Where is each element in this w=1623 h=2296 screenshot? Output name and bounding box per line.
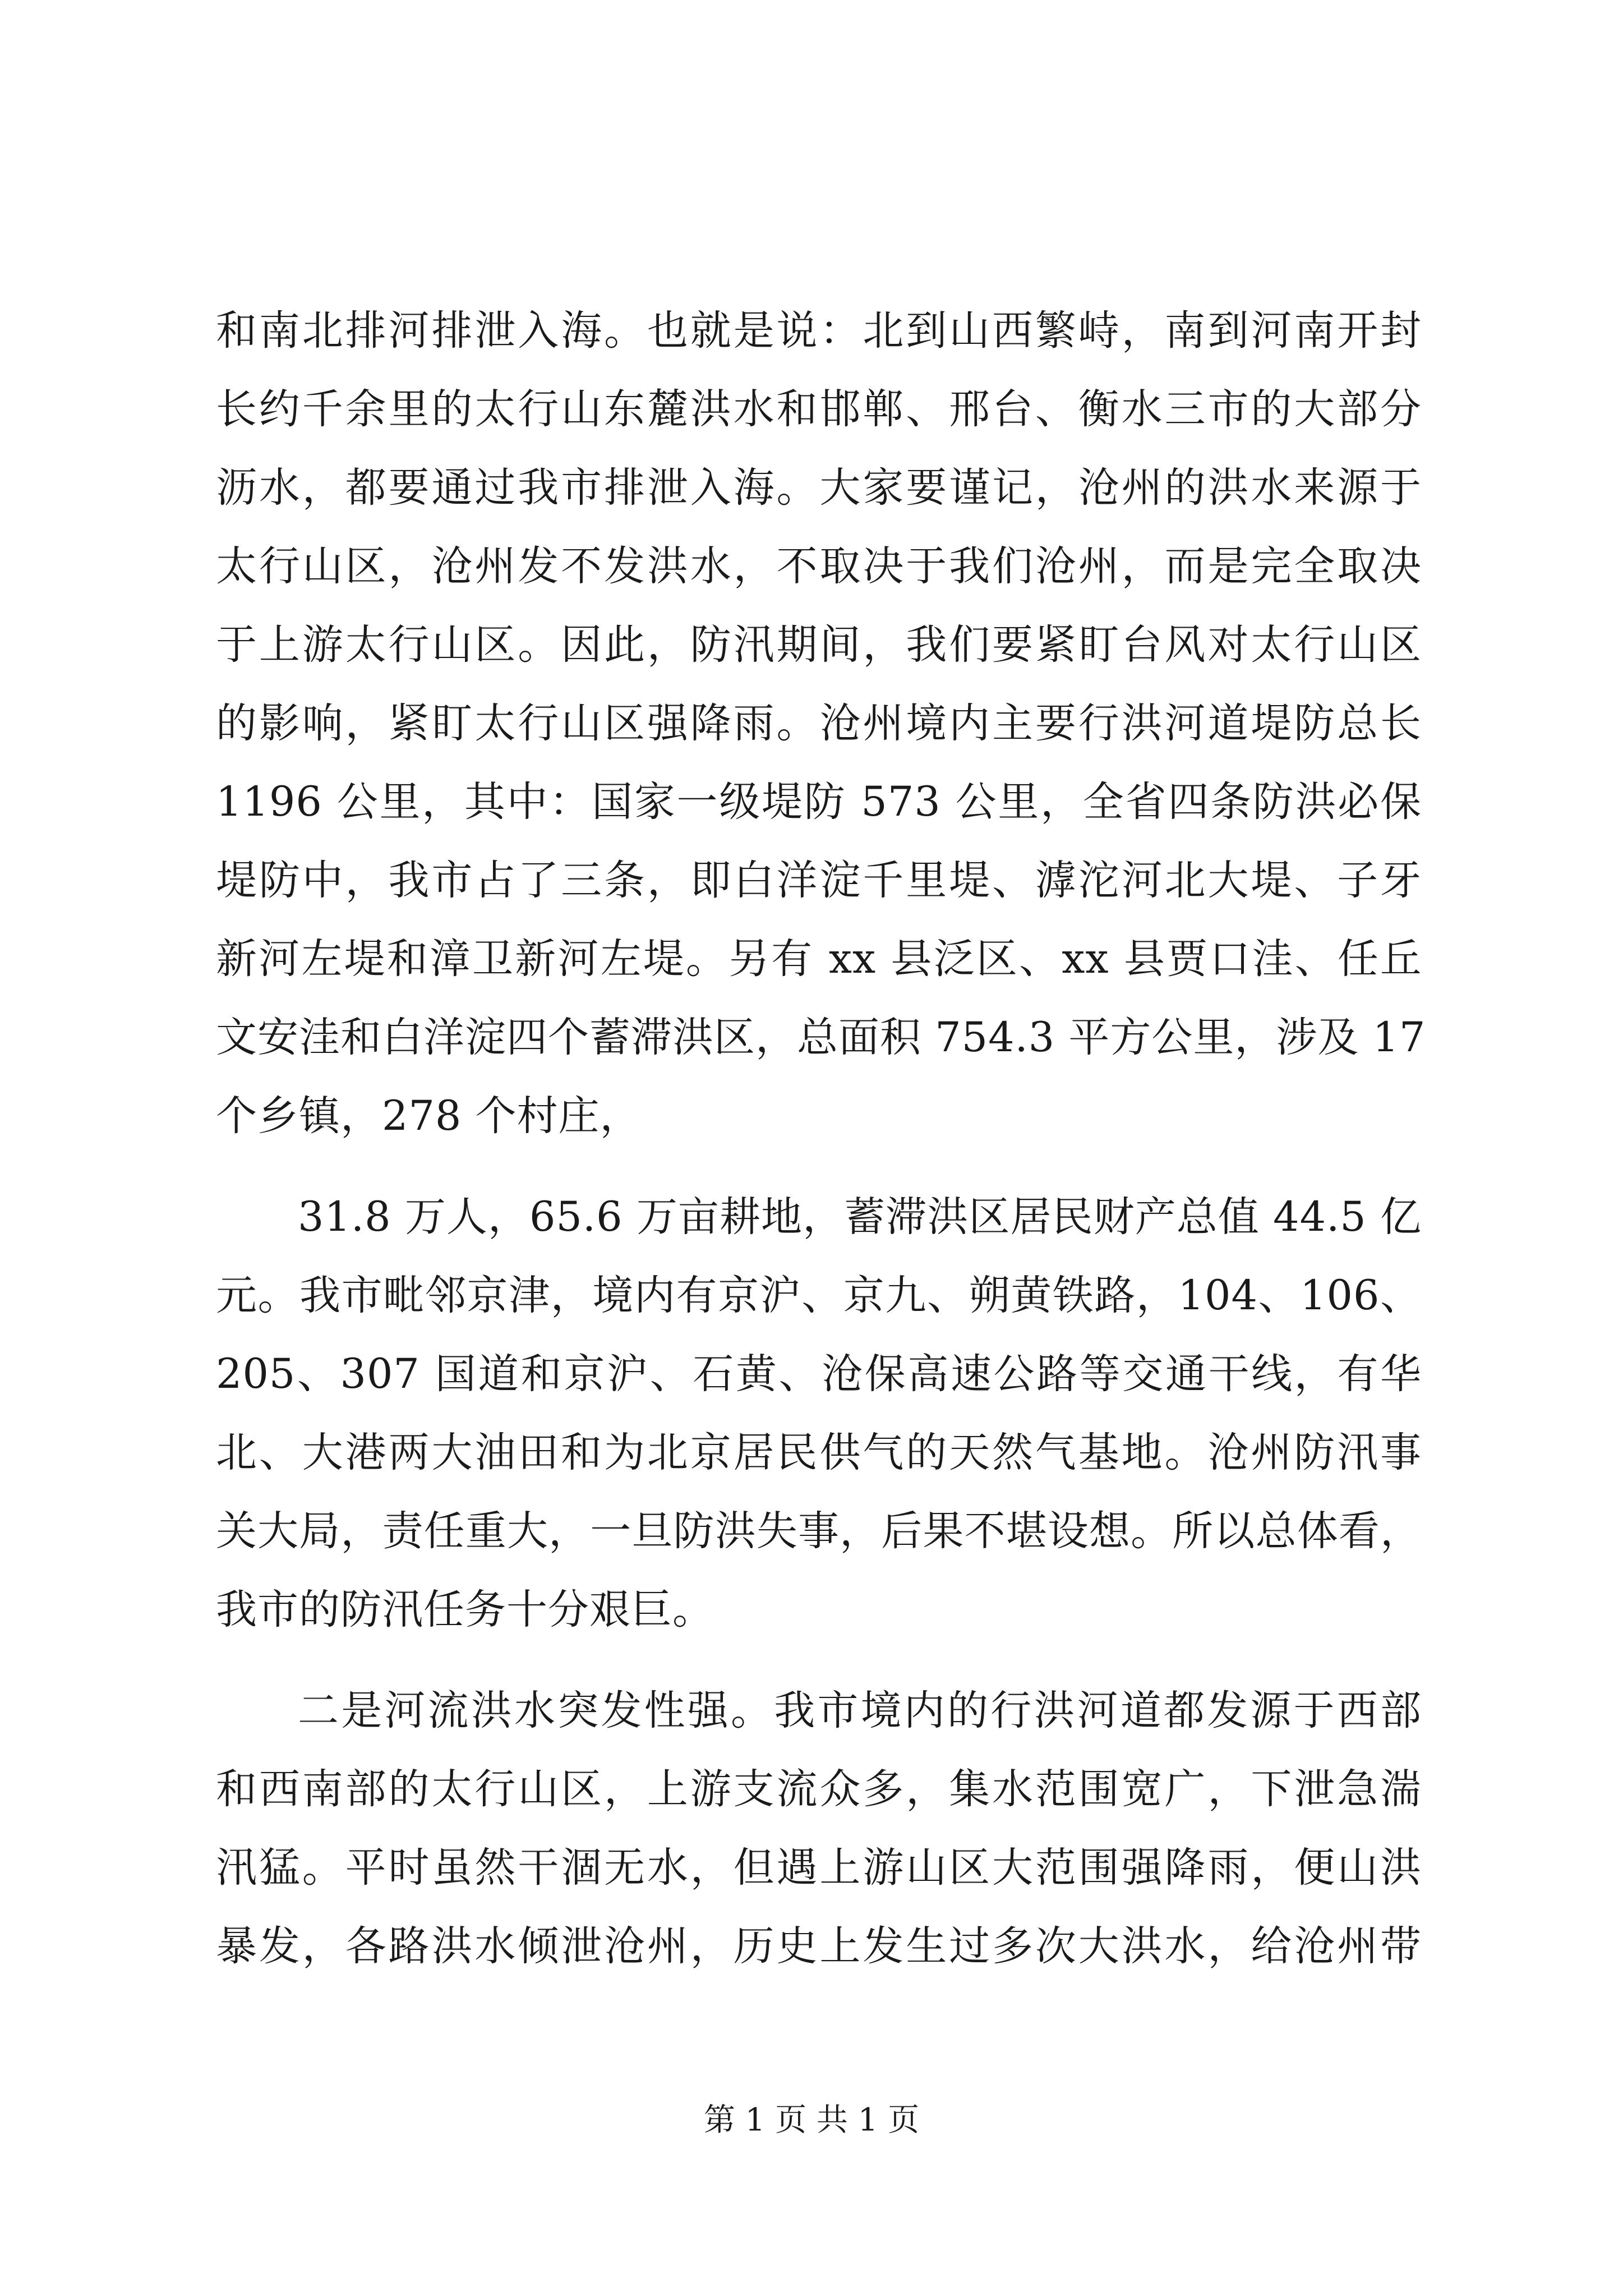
page-number-label: 第 1 页 共 1 页	[703, 2102, 920, 2138]
text-line: 新河左堤和漳卫新河左堤。另有 xx 县泛区、xx 县贾口洼、任丘	[216, 935, 1422, 983]
text-line: 沥水，都要通过我市排泄入海。大家要谨记，沧州的洪水来源于	[216, 464, 1422, 512]
text-line: 1196 公里，其中：国家一级堤防 573 公里，全省四条防洪必保	[216, 778, 1422, 826]
paragraph-2	[216, 1178, 1422, 1649]
page-footer	[0, 2098, 1623, 2143]
text-line: 北、大港两大油田和为北京居民供气的天然气基地。沧州防汛事	[216, 1429, 1422, 1476]
paragraph-3	[216, 1672, 1422, 1986]
text-line: 和南北排河排泄入海。也就是说：北到山西繁峙，南到河南开封	[216, 307, 1422, 355]
text-line: 我市的防汛任务十分艰巨。	[216, 1586, 714, 1634]
text-line: 堤防中，我市占了三条，即白洋淀千里堤、滹沱河北大堤、子牙	[216, 857, 1422, 904]
text-line: 二是河流洪水突发性强。我市境内的行洪河道都发源于西部	[298, 1687, 1422, 1734]
text-line: 汛猛。平时虽然干涸无水，但遇上游山区大范围强降雨，便山洪	[216, 1844, 1422, 1892]
document-body	[216, 292, 1426, 1986]
text-line: 于上游太行山区。因此，防汛期间，我们要紧盯台风对太行山区	[216, 621, 1422, 669]
text-line: 暴发，各路洪水倾泄沧州，历史上发生过多次大洪水，给沧州带	[216, 1922, 1422, 1970]
text-line: 和西南部的太行山区，上游支流众多，集水范围宽广，下泄急湍	[216, 1765, 1422, 1813]
text-line: 元。我市毗邻京津，境内有京沪、京九、朔黄铁路，104、106、	[216, 1272, 1422, 1319]
text-line: 关大局，责任重大，一旦防洪失事，后果不堪设想。所以总体看，	[216, 1507, 1422, 1555]
text-line: 太行山区，沧州发不发洪水，不取决于我们沧州，而是完全取决	[216, 542, 1422, 590]
paragraph-1	[216, 292, 1426, 1156]
text-line: 长约千余里的太行山东麓洪水和邯郸、邢台、衡水三市的大部分	[216, 385, 1422, 433]
text-line: 文安洼和白洋淀四个蓄滞洪区，总面积 754.3 平方公里，涉及 17	[216, 1014, 1426, 1061]
text-line: 个乡镇，278 个村庄，	[216, 1092, 642, 1140]
text-line: 的影响，紧盯太行山区强降雨。沧州境内主要行洪河道堤防总长	[216, 700, 1422, 747]
text-line: 205、307 国道和京沪、石黄、沧保高速公路等交通干线，有华	[216, 1350, 1422, 1398]
text-line: 31.8 万人，65.6 万亩耕地，蓄滞洪区居民财产总值 44.5 亿	[298, 1193, 1422, 1241]
